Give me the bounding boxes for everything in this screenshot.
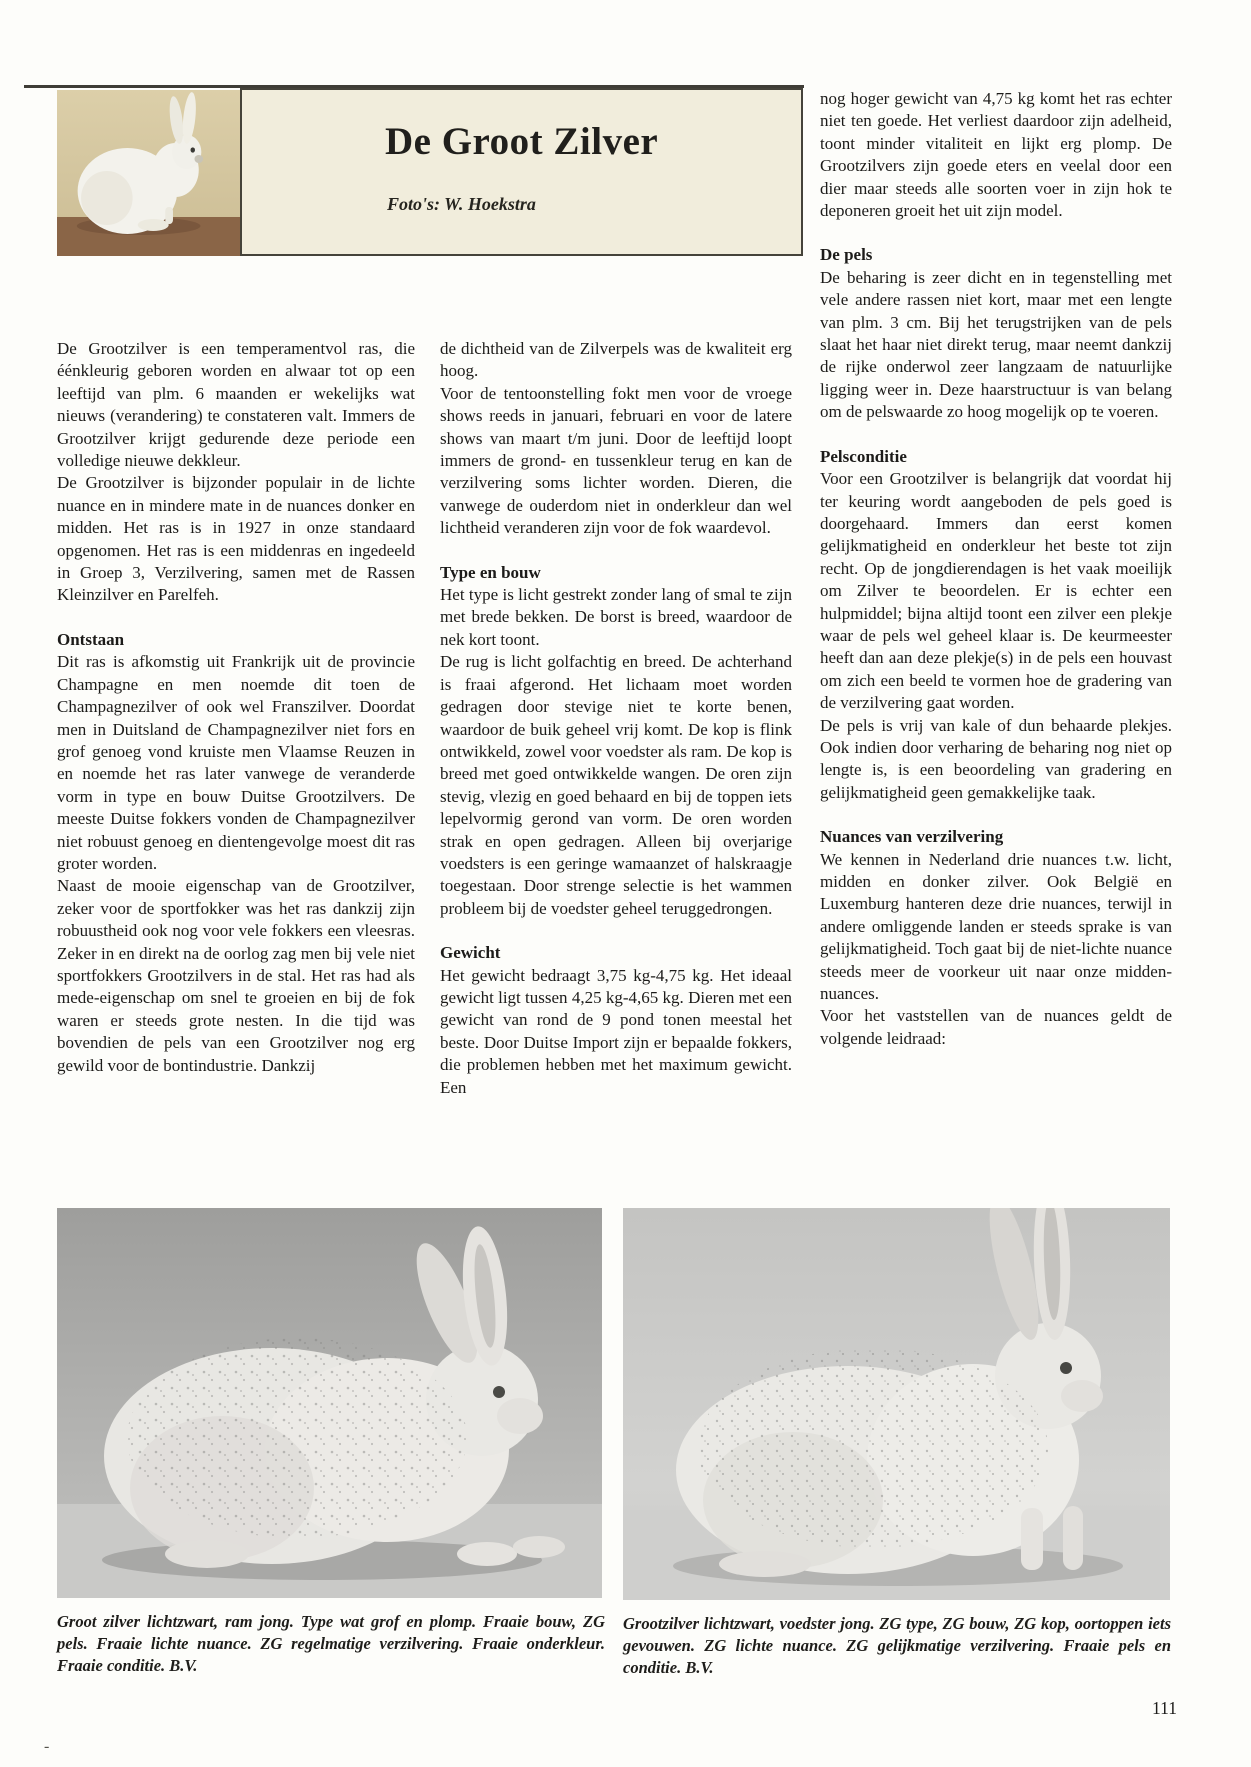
paragraph: Voor een Grootzilver is belangrijk dat voordat hij ter keuring wordt aangeboden de pels goed is doorgehaard. Immers dan eerst komen gelijkmatigheid en onderkleur het beste tot zijn recht. Op de jongdierendagen is het vaak moeilijk om Zilver te beoordelen. Er is echter een hulpmiddel; bijna altijd toont een zilver een plekje waar de pels wel geheel klaar is. De keurmeester heeft dan aan deze plekje(s) in de pels een houvast om zich een beeld te vormen hoe de gradering van de verzilvering gaat worden. bbox=[820, 469, 1172, 713]
paragraph: We kennen in Nederland drie nuances t.w. licht, midden en donker zilver. Ook België en Luxemburg hanteren deze drie nuances, terwijl in andere omliggende landen er steeds sprake is van gelijkmatigheid. Toch gaat bij de niet-lichte nuance steeds meer de voorkeur uit naar onze midden-nuances. bbox=[820, 849, 1172, 1004]
photo-ram-jong bbox=[57, 1208, 602, 1598]
paragraph: De Grootzilver is een temperamentvol ras, die éénkleurig geboren worden en alwaar tot op een leeftijd van plm. 6 maanden er wekelijks wat nieuws (verandering) te constateren valt. Immers de Grootzilver krijgt gedurende deze periode een volledige nieuwe dekkleur. bbox=[57, 339, 415, 471]
caption-right: Grootzilver lichtzwart, voedster jong. ZG type, ZG bouw, ZG kop, oortoppen iets gevouwen. ZG lichte nuance. ZG gelijkmatige verzilvering. Fraaie pels en conditie. B.V. bbox=[623, 1614, 1171, 1677]
paragraph: Voor de tentoonstelling fokt men voor de vroege shows reeds in januari, februari en voor de latere shows van maart t/m juni. Door de leeftijd loopt immers de grond- en tussenkleur terug en kan de verzilvering soms lichter worden. Dieren, die vanwege de ouderdom niet in onderkleur dan wel lichtheid veranderen zijn voor de fok waardevol. bbox=[440, 383, 792, 538]
photo-voedster-jong bbox=[623, 1208, 1170, 1600]
paragraph: de dichtheid van de Zilverpels was de kwaliteit erg hoog. bbox=[440, 339, 792, 381]
article-column-1 bbox=[57, 338, 415, 1077]
paragraph: nog hoger gewicht van 4,75 kg komt het ras echter niet ten goede. Het verliest daardoor zijn adelheid, toont minder vitaliteit en lijkt erg plomp. De Grootzilvers zijn goede eters en veelal door een dier maar steeds alle soorten voer in zijn hok te deponeren groeit het uit zijn model. bbox=[820, 89, 1172, 221]
header-rabbit-illustration bbox=[57, 90, 240, 256]
section-heading: Pelsconditie bbox=[820, 446, 907, 466]
photo-credit: Foto's: W. Hoekstra bbox=[387, 194, 536, 214]
article-column-3 bbox=[820, 88, 1172, 1050]
ram-rabbit-illustration bbox=[57, 1208, 602, 1598]
paragraph: Het gewicht bedraagt 3,75 kg-4,75 kg. Het ideaal gewicht ligt tussen 4,25 kg-4,65 kg. Dieren met een gewicht van rond de 9 pond tonen meestal het beste. Door Duitse Import zijn er bepaalde fokkers, die problemen hebben met het maximum gewicht. Een bbox=[440, 965, 792, 1097]
paragraph: Voor het vaststellen van de nuances geldt de volgende leidraad: bbox=[820, 1006, 1172, 1048]
header-rabbit-photo bbox=[57, 90, 240, 256]
voedster-rabbit-illustration bbox=[623, 1208, 1170, 1600]
section-heading: Type en bouw bbox=[440, 562, 541, 582]
article-column-2 bbox=[440, 338, 792, 1099]
section-heading: Nuances van verzilvering bbox=[820, 827, 1004, 847]
paragraph: Naast de mooie eigenschap van de Grootzilver, zeker voor de sportfokker was het ras dankzij zijn robuustheid ook nog voor vele fokkers een vleesras. Zeker in en direkt na de oorlog zag men bij vele niet sportfokkers Grootzilvers in de stal. Het ras had als mede-eigenschap om snel te groeien en bij de fok waren er steeds grote nesten. In die tijd was bovendien de pels van een Grootzilver nog erg gewild voor de bontindustrie. Dankzij bbox=[57, 876, 415, 1075]
paragraph: De Grootzilver is bijzonder populair in de lichte nuance en in mindere mate in de nuances donker en midden. Het ras is in 1927 in onze standaard opgenomen. Het ras is een middenras en ingedeeld in Groep 3, Verzilvering, samen met de Rassen Kleinzilver en Parelfeh. bbox=[57, 473, 415, 605]
paragraph: Het type is licht gestrekt zonder lang of smal te zijn met brede bekken. De borst is breed, waardoor de nek kort toont. bbox=[440, 585, 792, 649]
margin-mark: - bbox=[44, 1738, 50, 1755]
article-title-box bbox=[240, 88, 803, 256]
caption-left: Groot zilver lichtzwart, ram jong. Type wat grof en plomp. Fraaie bouw, ZG pels. Fraaie lichte nuance. ZG regelmatige verzilvering. Fraaie onderkleur. Fraaie conditie. B.V. bbox=[57, 1612, 605, 1675]
article-title: De Groot Zilver bbox=[385, 120, 659, 163]
paragraph: De beharing is zeer dicht en in tegenstelling met vele andere rassen niet kort, maar met een lengte van plm. 3 cm. Bij het terugstrijken van de pels slaat het haar niet direkt terug, maar neemt dankzij de rijke onderwol zeer langzaam de natuurlijke ligging weer in. Deze haarstructuur is van belang om de pelswaarde zo hoog mogelijk op te voeren. bbox=[820, 267, 1172, 422]
section-heading: De pels bbox=[820, 245, 873, 265]
paragraph: Dit ras is afkomstig uit Frankrijk uit de provincie Champagne en men noemde dit toen de Champagnezilver of ook wel Franszilver. Doordat men in Duitsland de Champagnezilver niet fors en grof genoeg vond kruiste men Vlaamse Reuzen in en noemde het ras later vanwege de veranderde vorm in type en bouw Duitse Grootzilvers. De meeste Duitse fokkers vonden de Champagnezilver niet robuust genoeg en dientengevolge moest dit ras groter worden. bbox=[57, 652, 415, 873]
section-heading: Ontstaan bbox=[57, 629, 125, 649]
page-number: 111 bbox=[1152, 1698, 1177, 1718]
paragraph: De pels is vrij van kale of dun behaarde plekjes. Ook indien door verharing de beharing nog niet op lengte is, is een beoordeling van gradering en gelijkmatigheid geen gemakkelijke taak. bbox=[820, 715, 1172, 802]
section-heading: Gewicht bbox=[440, 943, 501, 963]
paragraph: De rug is licht golfachtig en breed. De achterhand is fraai afgerond. Het lichaam moet worden gedragen door stevige niet te korte benen, waardoor de buik geheel vrij komt. De kop is flink ontwikkeld, zowel voor voedster als ram. De kop is breed met goed ontwikkelde wangen. De oren zijn stevig, vlezig en goed behaard en bij de toppen iets lepelvormig gerond van vorm. De oren worden strak en open gedragen. Alleen bij overjarige voedsters is een geringe wamaanzet of halskraagje toegestaan. Door strenge selectie is het wammen probleem bij de voedster geheel teruggedrongen. bbox=[440, 652, 792, 918]
